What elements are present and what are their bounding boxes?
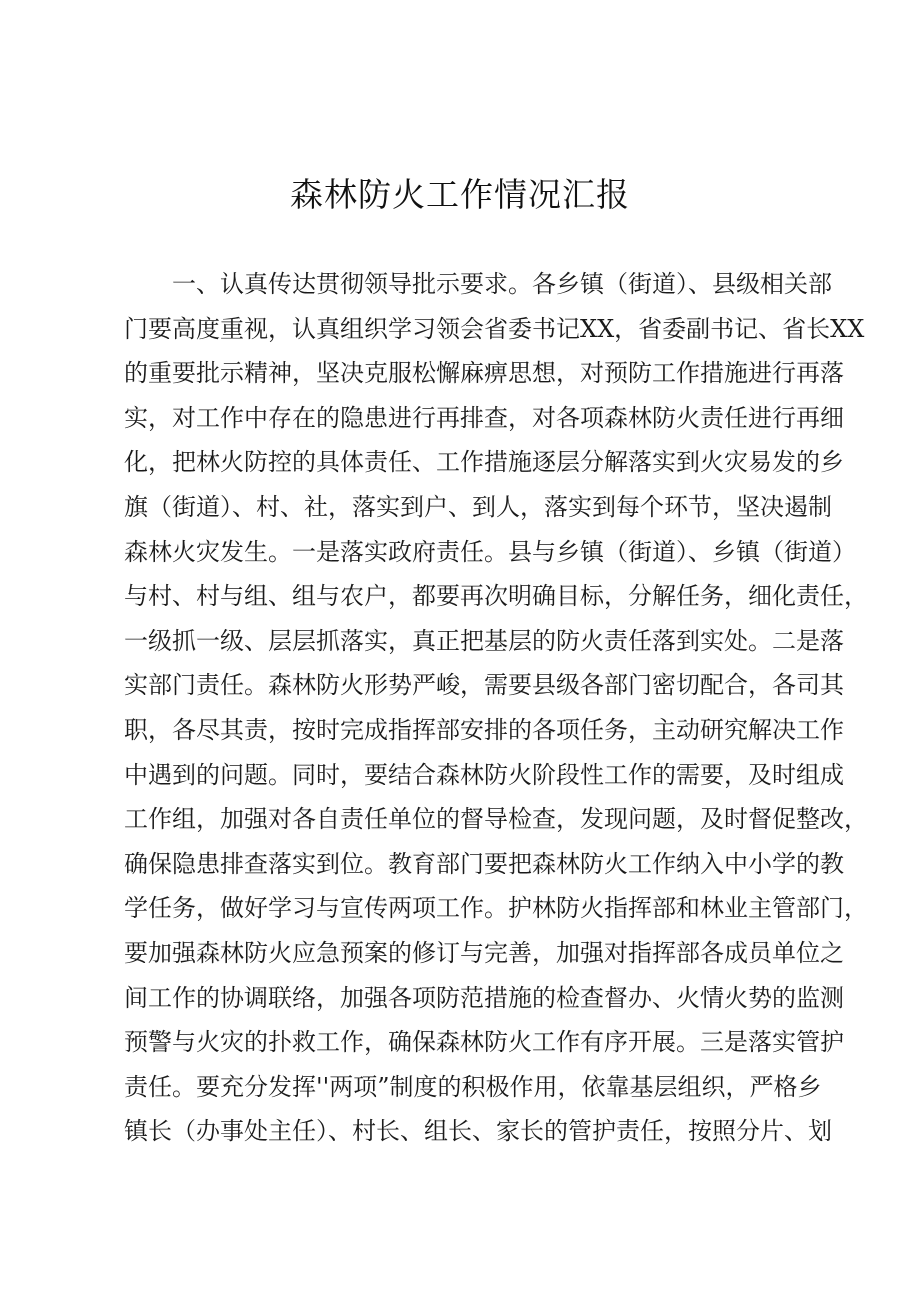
text-line: 预警与火灾的扑救工作，确保森林防火工作有序开展。三是落实管护 [124,1028,844,1057]
body-paragraph [124,262,868,1154]
text-line: 一级抓一级、层层抓落实，真正把基层的防火责任落到实处。二是落 [124,626,844,655]
text-line: 实，对工作中存在的隐患进行再排查，对各项森林防火责任进行再细 [124,403,844,432]
text-line: 旗（街道）、村、社，落实到户、到人，落实到每个环节，坚决遏制 [124,492,832,521]
text-line: 学任务，做好学习与宣传两项工作。护林防火指挥部和林业主管部门， [124,894,868,923]
text-line: 中遇到的问题。同时，要结合森林防火阶段性工作的需要，及时组成 [124,760,844,789]
text-line: 与村、村与组、组与农户，都要再次明确目标，分解任务，细化责任， [124,582,868,611]
text-line: 一、认真传达贯彻领导批示要求。各乡镇（街道）、县级相关部 [172,270,832,298]
text-line: 间工作的协调联络，加强各项防范措施的检查督办、火情火势的监测 [124,983,844,1012]
text-line: 职，各尽其责，按时完成指挥部安排的各项任务，主动研究解决工作 [124,715,844,744]
document-title: 森林防火工作情况汇报 [290,175,630,214]
text-line: 门要高度重视，认真组织学习领会省委书记XX，省委副书记、省长XX [124,314,865,343]
text-line: 化，把林火防控的具体责任、工作措施逐层分解落实到火灾易发的乡 [124,448,844,477]
text-line: 森林火灾发生。一是落实政府责任。县与乡镇（街道）、乡镇（街道） [124,537,856,566]
text-line: 工作组，加强对各自责任单位的督导检查，发现问题，及时督促整改， [124,805,868,834]
text-line: 责任。要充分发挥''两项”制度的积极作用，依靠基层组织，严格乡 [124,1072,822,1101]
text-line: 的重要批示精神，坚决克服松懈麻痹思想，对预防工作措施进行再落 [124,359,844,388]
text-line: 要加强森林防火应急预案的修订与完善，加强对指挥部各成员单位之 [124,938,844,967]
text-line: 实部门责任。森林防火形势严峻，需要县级各部门密切配合，各司其 [124,671,844,700]
text-line: 镇长（办事处主任）、村长、组长、家长的管护责任，按照分片、划 [124,1117,832,1146]
text-line: 确保隐患排查落实到位。教育部门要把森林防火工作纳入中小学的教 [124,849,844,878]
